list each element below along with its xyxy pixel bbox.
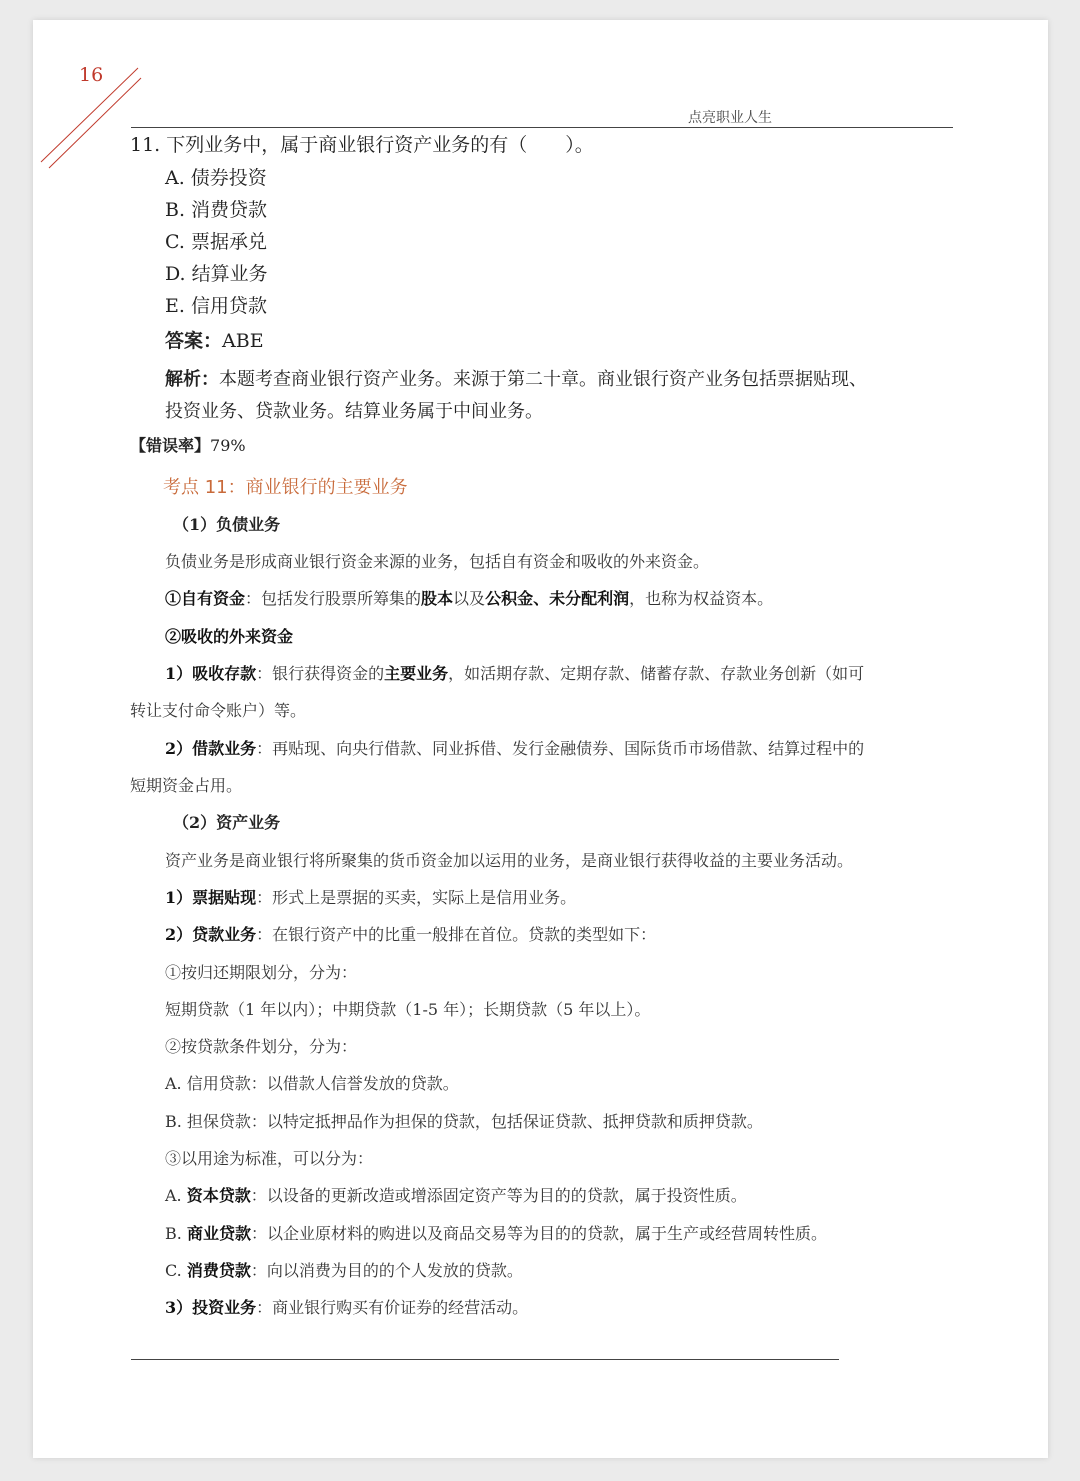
credit-loan: A. 信用贷款：以借款人信誉发放的贷款。 [165,1074,459,1093]
deposit-label: 1）吸收存款 [165,664,257,683]
commercial-label: 商业贷款 [186,1224,251,1243]
discount-line [165,885,576,908]
consumer-label: 消费贷款 [186,1261,251,1280]
asset-heading: （2）资产业务 [173,813,281,832]
deposit-bold-1: 主要业务 [384,664,449,683]
loan-label: 2）贷款业务 [165,925,257,944]
question-stem: 11. 下列业务中，属于商业银行资产业务的有（ ）。 [130,134,594,156]
commercial-prefix: B. [165,1224,187,1243]
discount-label: 1）票据贴现 [165,888,257,907]
own-funds-bold-2: 公积金、未分配利润 [485,589,630,608]
answer-label: 答案： [165,330,223,352]
secured-loan: B. 担保贷款：以特定抵押品作为担保的贷款，包括保证贷款、抵押贷款和质押贷款。 [165,1112,763,1131]
liability-heading: （1）负债业务 [173,515,281,534]
option-e: E. 信用贷款 [165,295,267,317]
borrow-label: 2）借款业务 [165,739,257,758]
analysis-line-2: 投资业务、贷款业务。结算业务属于中间业务。 [165,401,543,422]
own-funds-bold-1: 股本 [421,589,454,608]
borrow-line-1 [165,736,864,759]
by-use: ③以用途为标准，可以分为： [165,1149,374,1168]
invest-label: 3）投资业务 [165,1298,257,1317]
borrow-line-2: 短期资金占用。 [130,776,243,795]
deposit-line-2: 转让支付命令账户）等。 [130,701,307,720]
own-funds [165,586,773,609]
capital-text: ：以设备的更新改造或增添固定资产等为目的的贷款，属于投资性质。 [250,1186,747,1205]
consumer-text: ：向以消费为目的的个人发放的贷款。 [250,1261,523,1280]
answer-value: ABE [222,330,264,352]
analysis-label: 解析： [165,369,219,390]
error-rate-label: 【错误率】 [130,436,211,455]
deposit-text-2: ，如活期存款、定期存款、储蓄存款、存款业务创新（如可 [448,664,865,683]
own-funds-label: ①自有资金 [165,589,246,608]
analysis-text-1: 本题考查商业银行资产业务。来源于第二十章。商业银行资产业务包括票据贴现、 [219,369,867,390]
option-c: C. 票据承兑 [165,231,267,253]
own-funds-text-3: ，也称为权益资本。 [629,589,774,608]
own-funds-text-1: ：包括发行股票所筹集的 [245,589,422,608]
section-title: 考点 11：商业银行的主要业务 [163,477,408,498]
loan-line [165,922,656,945]
answer [165,326,264,353]
by-term: ①按归还期限划分，分为： [165,963,358,982]
borrow-text-1: ：再贴现、向央行借款、同业拆借、发行金融债券、国际货币市场借款、结算过程中的 [256,739,865,758]
footer-rule [131,1359,839,1360]
page-number: 16 [79,64,104,86]
external-funds-label: ②吸收的外来资金 [165,627,294,646]
option-b: B. 消费贷款 [165,199,268,221]
error-rate [130,433,246,456]
discount-text: ：形式上是票据的买卖，实际上是信用业务。 [256,888,577,907]
by-condition: ②按贷款条件划分，分为： [165,1037,358,1056]
invest-line [165,1295,528,1318]
loan-text: ：在银行资产中的比重一般排在首位。贷款的类型如下： [256,925,657,944]
term-types: 短期贷款（1 年以内）；中期贷款（1-5 年）；长期贷款（5 年以上）。 [165,1000,651,1019]
commercial-text: ：以企业原材料的购进以及商品交易等为目的的贷款，属于生产或经营周转性质。 [250,1224,827,1243]
liability-intro: 负债业务是形成商业银行资金来源的业务，包括自有资金和吸收的外来资金。 [165,552,710,571]
header-title: 点亮职业人生 [688,110,772,126]
analysis-line-1 [165,365,867,391]
option-d: D. 结算业务 [165,263,268,285]
own-funds-text-2: 以及 [453,589,486,608]
error-rate-value: 79% [210,436,246,455]
invest-text: ：商业银行购买有价证券的经营活动。 [256,1298,529,1317]
deposit-text-1: ：银行获得资金的 [256,664,385,683]
asset-intro: 资产业务是商业银行将所聚集的货币资金加以运用的业务，是商业银行获得收益的主要业务活动。 [165,851,854,870]
option-a: A. 债券投资 [165,167,267,189]
header-rule [131,127,953,128]
document-page [33,20,1048,1458]
consumer-loan [165,1258,523,1281]
commercial-loan [165,1221,827,1244]
external-funds-heading [165,624,293,647]
deposit-line-1 [165,661,864,684]
capital-prefix: A. [165,1186,187,1205]
capital-label: 资本贷款 [186,1186,251,1205]
capital-loan [165,1183,747,1206]
consumer-prefix: C. [165,1261,187,1280]
